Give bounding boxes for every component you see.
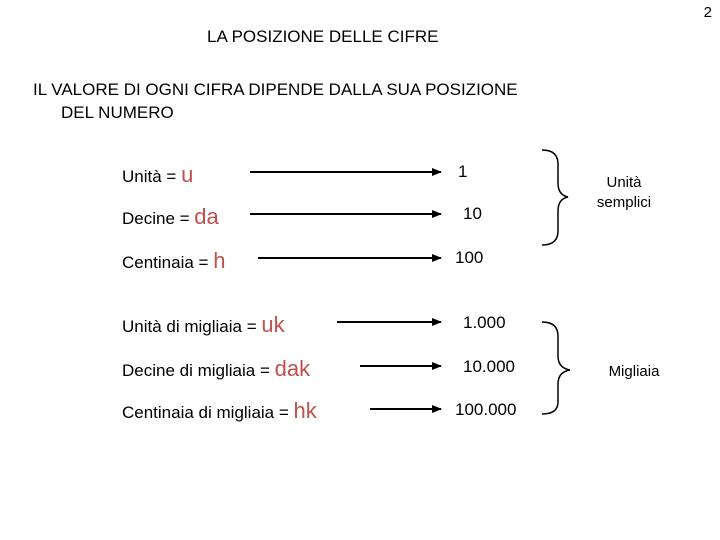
row-symbol: dak [274, 356, 311, 381]
group-label-line-2: semplici [596, 194, 652, 211]
row-label-text: Centinaia = [122, 253, 214, 272]
row-decine-value: 10 [463, 204, 482, 223]
row-label-text: Decine = [122, 209, 195, 228]
row-unita-migliaia-value: 1.000 [463, 313, 506, 332]
brace-migliaia [542, 322, 570, 414]
group-label-line-1: Unità [606, 174, 642, 191]
row-symbol: h [213, 248, 226, 273]
row-label-text: Unità = [122, 167, 182, 186]
row-label-text: Unità di migliaia = [122, 317, 262, 336]
intro-line-2: DEL NUMERO [61, 103, 174, 122]
row-centinaia-migliaia-value: 100.000 [455, 400, 517, 419]
row-label-text: Decine di migliaia = [122, 361, 275, 380]
row-unita-value: 1 [458, 162, 468, 181]
row-symbol: uk [261, 312, 285, 337]
row-decine-migliaia-value: 10.000 [463, 357, 515, 376]
group-label-line-1: Migliaia [608, 363, 660, 380]
page-title: LA POSIZIONE DELLE CIFRE [207, 27, 439, 46]
brace-unita-semplici [542, 150, 568, 245]
row-symbol: u [181, 162, 194, 187]
row-symbol: hk [293, 398, 317, 423]
row-centinaia-value: 100 [455, 248, 484, 267]
row-label-text: Centinaia di migliaia = [122, 403, 294, 422]
intro-line-1: IL VALORE DI OGNI CIFRA DIPENDE DALLA SUA POSIZIONE [33, 80, 518, 99]
row-symbol: da [194, 204, 219, 229]
page-number: 2 [703, 4, 712, 21]
